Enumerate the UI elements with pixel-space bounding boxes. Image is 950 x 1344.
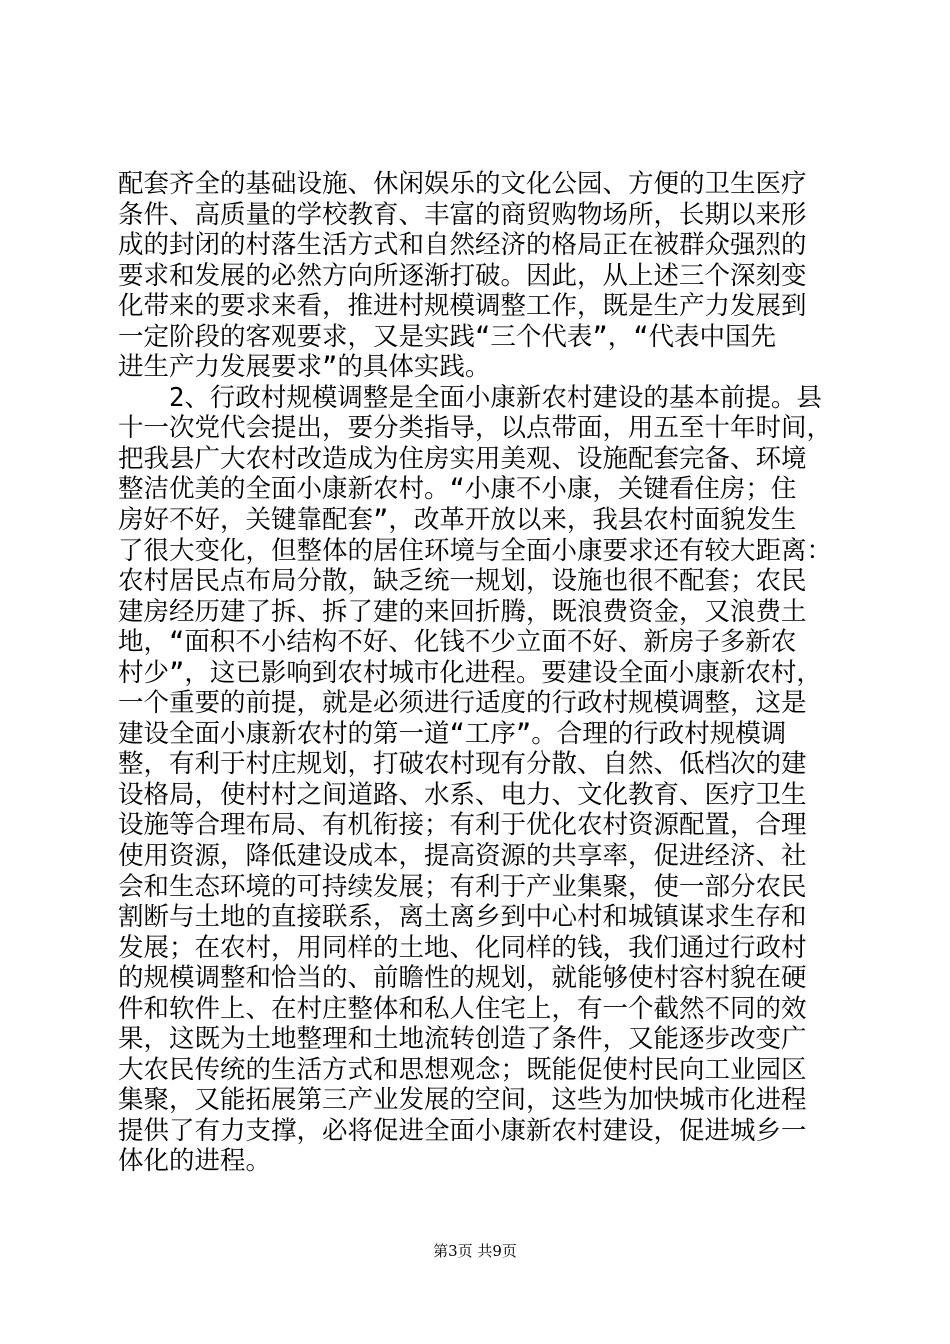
- text-line: 会和生态环境的可持续发展；有利于产业集聚，使一部分农民: [118, 872, 807, 902]
- text-line: 条件、高质量的学校教育、丰富的商贸购物场所，长期以来形: [118, 200, 807, 230]
- text-line: 设施等合理布局、有机衔接；有利于优化农村资源配置，合理: [118, 810, 807, 840]
- text-line: 十一次党代会提出，要分类指导，以点带面，用五至十年时间，: [118, 413, 833, 443]
- text-line: 化带来的要求来看，推进村规模调整工作，既是生产力发展到: [118, 291, 807, 321]
- text-line: 大农民传统的生活方式和思想观念；既能促使村民向工业园区: [118, 1055, 807, 1085]
- text-line: 一定阶段的客观要求，又是实践“三个代表”，“代表中国先: [118, 322, 777, 352]
- text-line: 房好不好，关键靠配套”，改革开放以来，我县农村面貌发生: [118, 505, 797, 535]
- text-line: 一个重要的前提，就是必须进行适度的行政村规模调整，这是: [118, 688, 807, 718]
- text-line: 把我县广大农村改造成为住房实用美观、设施配套完备、环境: [118, 444, 807, 474]
- text-line: 要求和发展的必然方向所逐渐打破。因此，从上述三个深刻变: [118, 261, 807, 291]
- text-line: 果，这既为土地整理和土地流转创造了条件，又能逐步改变广: [118, 1024, 807, 1054]
- text-line: 农村居民点布局分散，缺乏统一规划，设施也很不配套；农民: [118, 566, 807, 596]
- page-number-footer: 第3页 共9页: [433, 1242, 517, 1260]
- text-line: 进生产力发展要求”的具体实践。: [118, 352, 491, 382]
- text-line: 建房经历建了拆、拆了建的来回折腾，既浪费资金，又浪费土: [118, 597, 807, 627]
- text-line: 件和软件上、在村庄整体和私人住宅上，有一个截然不同的效: [118, 994, 807, 1024]
- text-line: 村少”，这已影响到农村城市化进程。要建设全面小康新农村，: [118, 658, 822, 688]
- text-line: 设格局，使村村之间道路、水系、电力、文化教育、医疗卫生: [118, 780, 807, 810]
- text-line: 配套齐全的基础设施、休闲娱乐的文化公园、方便的卫生医疗: [118, 169, 807, 199]
- text-line: 地，“面积不小结构不好、化钱不少立面不好、新房子多新农: [118, 627, 797, 657]
- text-line: 了很大变化，但整体的居住环境与全面小康要求还有较大距离：: [118, 536, 833, 566]
- text-line: 成的封闭的村落生活方式和自然经济的格局正在被群众强烈的: [118, 230, 807, 260]
- text-line: 体化的进程。: [118, 1146, 272, 1176]
- text-line: 整，有利于村庄规划，打破农村现有分散、自然、低档次的建: [118, 749, 807, 779]
- text-line: 整洁优美的全面小康新农村。“小康不小康，关键看住房；住: [118, 474, 797, 504]
- text-line: 提供了有力支撑，必将促进全面小康新农村建设，促进城乡一: [118, 1116, 807, 1146]
- text-line: 建设全面小康新农村的第一道“工序”。合理的行政村规模调: [118, 719, 787, 749]
- text-line: 发展；在农村，用同样的土地、化同样的钱，我们通过行政村: [118, 933, 807, 963]
- text-line: 割断与土地的直接联系，离土离乡到中心村和城镇谋求生存和: [118, 902, 807, 932]
- text-line: 使用资源，降低建设成本，提高资源的共享率，促进经济、社: [118, 841, 807, 871]
- text-line: 集聚，又能拓展第三产业发展的空间，这些为加快城市化进程: [118, 1085, 807, 1115]
- text-line: 的规模调整和恰当的、前瞻性的规划，就能够使村容村貌在硬: [118, 963, 807, 993]
- paragraph-first-line: 2、行政村规模调整是全面小康新农村建设的基本前提。县: [169, 383, 822, 413]
